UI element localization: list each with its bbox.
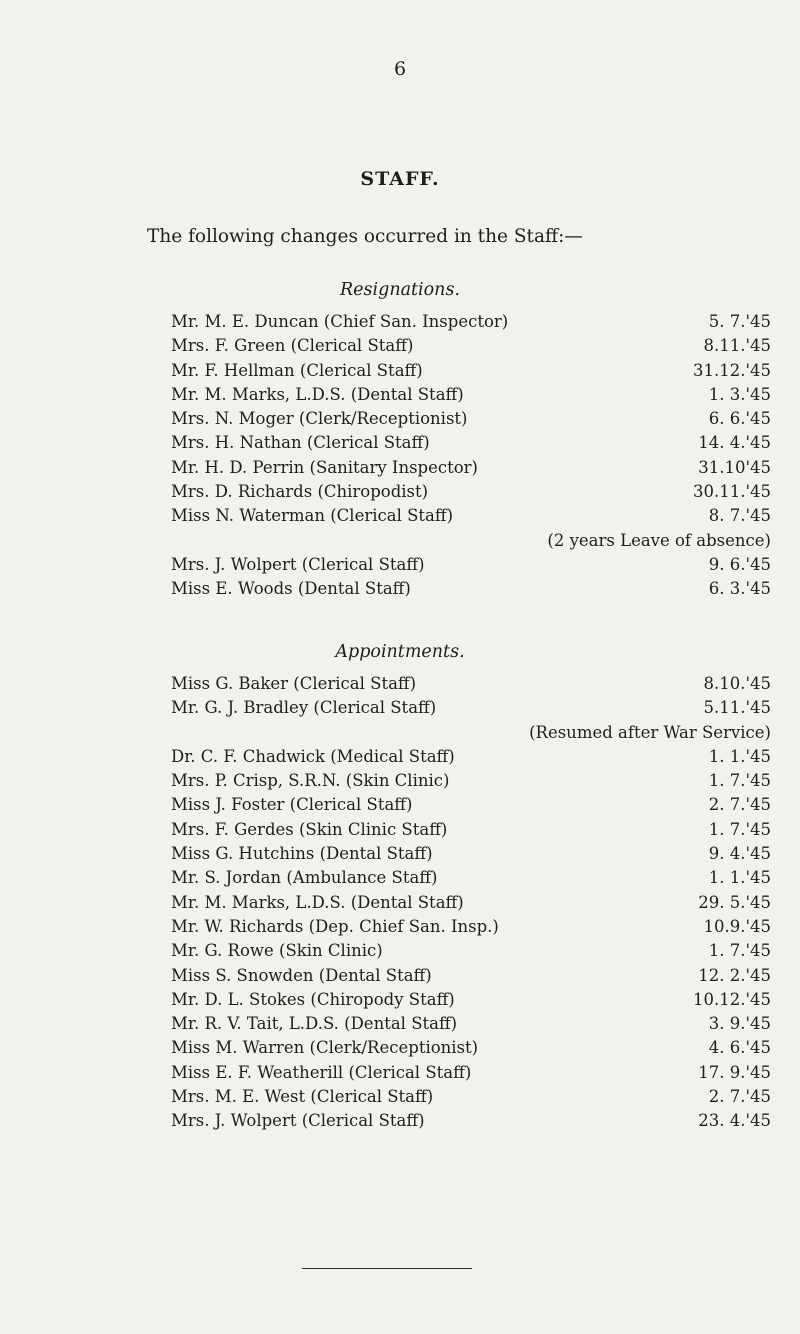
staff-name: Miss M. Warren (Clerk/Receptionist) [171, 1038, 479, 1058]
staff-name: Mr. H. D. Perrin (Sanitary Inspector) [171, 457, 478, 477]
staff-entry [171, 480, 771, 504]
staff-name: Mrs. J. Wolpert (Clerical Staff) [171, 554, 425, 574]
staff-name: Miss S. Snowden (Dental Staff) [171, 965, 432, 985]
staff-name: Miss G. Hutchins (Dental Staff) [171, 844, 433, 864]
staff-date: 1. 3.'45 [708, 384, 771, 404]
staff-entry [171, 1085, 771, 1109]
staff-entry [171, 818, 771, 842]
staff-date: 1. 1.'45 [708, 868, 771, 888]
staff-name: Mrs. P. Crisp, S.R.N. (Skin Clinic) [171, 771, 450, 791]
staff-entry [171, 793, 771, 817]
staff-name: Mr. M. Marks, L.D.S. (Dental Staff) [171, 892, 464, 912]
staff-entry [171, 866, 771, 890]
staff-name: Mrs. D. Richards (Chiropodist) [171, 482, 429, 502]
staff-date: 23. 4.'45 [698, 1111, 771, 1131]
staff-entry [171, 359, 771, 383]
staff-name: Miss E. Woods (Dental Staff) [171, 579, 411, 599]
closing-rule [302, 1268, 472, 1269]
staff-entry [171, 696, 771, 720]
staff-date: 9. 6.'45 [708, 554, 771, 574]
staff-name: Mr. W. Richards (Dep. Chief San. Insp.) [171, 916, 499, 936]
staff-name: Mr. G. J. Bradley (Clerical Staff) [171, 698, 437, 718]
staff-date: 14. 4.'45 [698, 433, 771, 453]
staff-name: Mr. F. Hellman (Clerical Staff) [171, 360, 423, 380]
staff-name: Mr. R. V. Tait, L.D.S. (Dental Staff) [171, 1014, 458, 1034]
staff-date: 31.12.'45 [692, 360, 771, 380]
staff-date: 1. 7.'45 [708, 819, 771, 839]
staff-date: 6. 6.'45 [708, 409, 771, 429]
staff-entry [171, 842, 771, 866]
intro-text: The following changes occurred in the Staff:— [147, 226, 583, 247]
staff-entry [171, 939, 771, 963]
staff-entry [171, 577, 771, 601]
staff-entry [171, 988, 771, 1012]
staff-name: Miss N. Waterman (Clerical Staff) [171, 506, 454, 526]
staff-date: 10.12.'45 [692, 989, 771, 1009]
staff-entry [171, 964, 771, 988]
staff-date: 5.11.'45 [703, 698, 771, 718]
staff-date: 30.11.'45 [692, 482, 771, 502]
staff-date: 8. 7.'45 [708, 506, 771, 526]
staff-name: Mrs. F. Green (Clerical Staff) [171, 336, 414, 356]
staff-date: 9. 4.'45 [708, 844, 771, 864]
staff-name: Mrs. H. Nathan (Clerical Staff) [171, 433, 430, 453]
staff-date: 1. 1.'45 [708, 746, 771, 766]
staff-name: Mr. M. E. Duncan (Chief San. Inspector) [171, 312, 509, 331]
staff-entry [171, 310, 771, 334]
staff-entry [171, 769, 771, 793]
staff-entry [171, 431, 771, 455]
staff-date: 4. 6.'45 [708, 1038, 771, 1058]
staff-entry [171, 383, 771, 407]
page-title: STAFF. [360, 168, 440, 190]
page-number: 6 [393, 58, 407, 80]
staff-date: 17. 9.'45 [698, 1062, 771, 1082]
staff-date: 29. 5.'45 [698, 892, 771, 912]
staff-date: 2. 7.'45 [708, 1087, 771, 1107]
staff-date: 8.11.'45 [703, 336, 771, 356]
staff-name: Mr. M. Marks, L.D.S. (Dental Staff) [171, 384, 464, 404]
staff-name: Dr. C. F. Chadwick (Medical Staff) [171, 746, 455, 766]
entry-note [171, 721, 771, 745]
note-text: (Resumed after War Service) [529, 722, 771, 742]
staff-name: Miss E. F. Weatherill (Clerical Staff) [171, 1062, 472, 1082]
staff-name: Mrs. N. Moger (Clerk/Receptionist) [171, 409, 468, 429]
resignations-list [171, 310, 771, 602]
staff-entry [171, 407, 771, 431]
staff-name: Mrs. M. E. West (Clerical Staff) [171, 1087, 434, 1107]
note-text: (2 years Leave of absence) [547, 530, 771, 550]
staff-date: 8.10.'45 [703, 674, 771, 693]
staff-entry [171, 1036, 771, 1060]
appointments-heading: Appointments. [335, 642, 465, 662]
staff-date: 1. 7.'45 [708, 771, 771, 791]
staff-date: 31.10'45 [698, 457, 771, 477]
staff-entry [171, 1061, 771, 1085]
staff-name: Mr. D. L. Stokes (Chiropody Staff) [171, 989, 455, 1009]
staff-entry [171, 504, 771, 528]
staff-date: 3. 9.'45 [708, 1014, 771, 1034]
staff-name: Mr. G. Rowe (Skin Clinic) [171, 941, 383, 961]
staff-entry [171, 334, 771, 358]
staff-name: Mr. S. Jordan (Ambulance Staff) [171, 868, 438, 888]
staff-date: 6. 3.'45 [708, 579, 771, 599]
staff-entry [171, 1109, 771, 1133]
staff-name: Miss G. Baker (Clerical Staff) [171, 674, 417, 693]
staff-entry [171, 553, 771, 577]
staff-date: 12. 2.'45 [698, 965, 771, 985]
staff-name: Mrs. J. Wolpert (Clerical Staff) [171, 1111, 425, 1131]
staff-entry [171, 745, 771, 769]
resignations-heading: Resignations. [340, 280, 460, 300]
staff-entry [171, 1012, 771, 1036]
staff-date: 10.9.'45 [703, 916, 771, 936]
staff-date: 2. 7.'45 [708, 795, 771, 815]
staff-date: 5. 7.'45 [708, 312, 771, 331]
staff-entry [171, 456, 771, 480]
entry-note [171, 529, 771, 553]
appointments-list [171, 672, 771, 1134]
staff-name: Mrs. F. Gerdes (Skin Clinic Staff) [171, 819, 448, 839]
staff-entry [171, 891, 771, 915]
staff-date: 1. 7.'45 [708, 941, 771, 961]
staff-entry [171, 672, 771, 696]
staff-entry [171, 915, 771, 939]
staff-name: Miss J. Foster (Clerical Staff) [171, 795, 413, 815]
